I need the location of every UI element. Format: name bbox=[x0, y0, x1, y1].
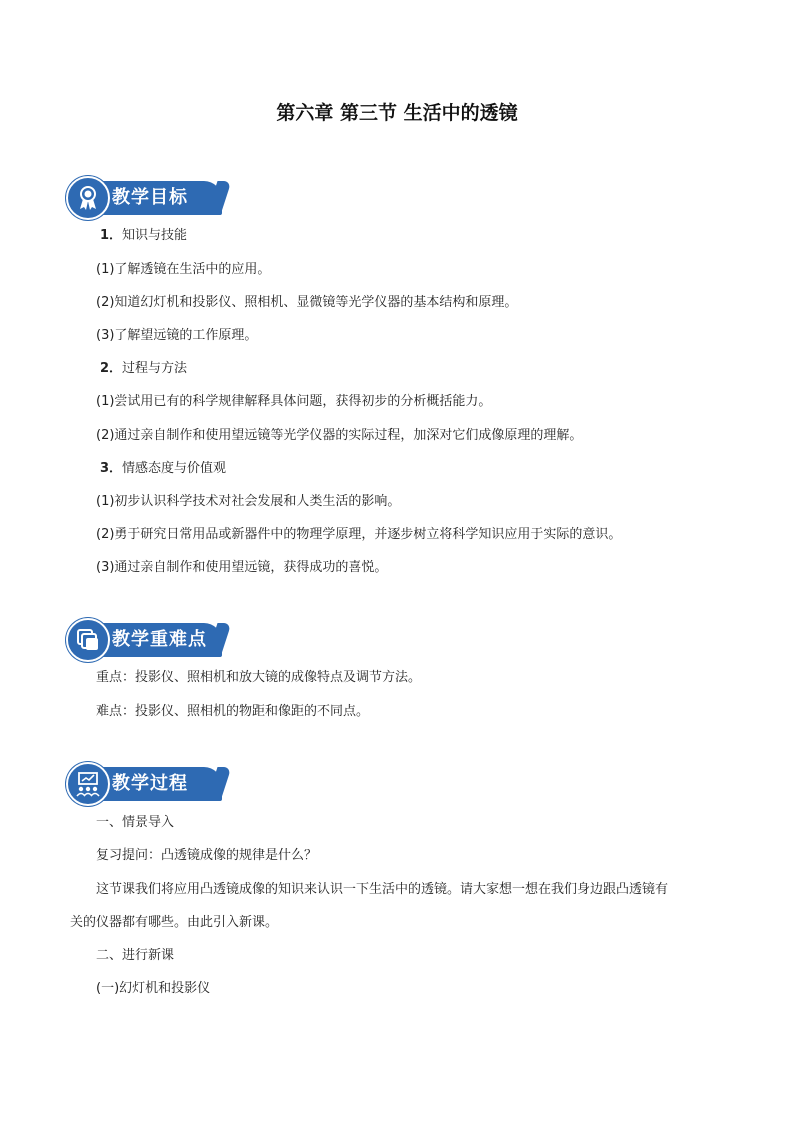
list-item: (2)通过亲自制作和使用望远镜等光学仪器的实际过程，加深对它们成像原理的理解。 bbox=[96, 428, 583, 443]
list-item: (1)初步认识科学技术对社会发展和人类生活的影响。 bbox=[96, 494, 401, 509]
list-item: 难点：投影仪、照相机的物距和像距的不同点。 bbox=[96, 704, 370, 719]
list-item: (3)了解望远镜的工作原理。 bbox=[96, 328, 258, 343]
list-item: (2)知道幻灯机和投影仪、照相机、显微镜等光学仪器的基本结构和原理。 bbox=[96, 295, 518, 310]
list-item: 复习提问：凸透镜成像的规律是什么？ bbox=[96, 848, 318, 863]
section-heading: 教学目标 bbox=[112, 187, 188, 208]
list-item: 1．知识与技能 bbox=[100, 228, 188, 243]
list-item: 这节课我们将应用凸透镜成像的知识来认识一下生活中的透镜。请大家想一想在我们身边跟凸透镜有 bbox=[96, 882, 669, 897]
list-item: (1)尝试用已有的科学规律解释具体问题，获得初步的分析概括能力。 bbox=[96, 394, 492, 409]
layers-icon bbox=[74, 626, 102, 654]
section-header-objectives bbox=[66, 176, 226, 220]
section-heading: 教学重难点 bbox=[112, 629, 207, 650]
section-header-key-points bbox=[66, 618, 226, 662]
page-title: 第六章 第三节 生活中的透镜 bbox=[276, 102, 518, 124]
list-item: (2)勇于研究日常用品或新器件中的物理学原理，并逐步树立将科学知识应用于实际的意识。 bbox=[96, 527, 622, 542]
section-heading: 教学过程 bbox=[112, 773, 188, 794]
award-ribbon-icon bbox=[74, 184, 102, 212]
list-item: 重点：投影仪、照相机和放大镜的成像特点及调节方法。 bbox=[96, 670, 422, 685]
list-item: (一)幻灯机和投影仪 bbox=[96, 981, 211, 996]
list-item: 2．过程与方法 bbox=[100, 361, 188, 376]
list-item: 一、情景导入 bbox=[96, 815, 175, 830]
list-item: (3)通过亲自制作和使用望远镜，获得成功的喜悦。 bbox=[96, 560, 388, 575]
list-item: 关的仪器都有哪些。由此引入新课。 bbox=[70, 915, 279, 930]
section-header-process bbox=[66, 762, 226, 806]
list-item: 二、进行新课 bbox=[96, 948, 175, 963]
presentation-audience-icon bbox=[74, 770, 102, 798]
list-item: 3．情感态度与价值观 bbox=[100, 461, 227, 476]
list-item: (1)了解透镜在生活中的应用。 bbox=[96, 262, 271, 277]
